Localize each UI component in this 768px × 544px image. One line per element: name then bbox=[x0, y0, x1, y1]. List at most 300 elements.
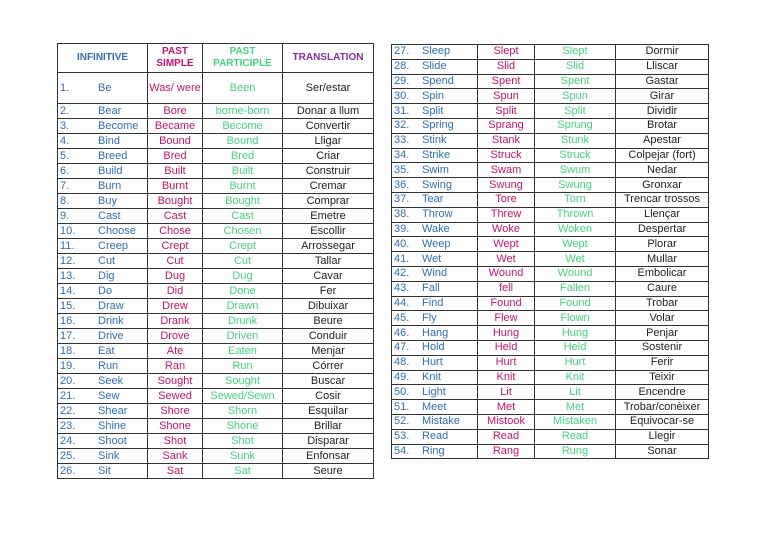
infinitive-text: Meet bbox=[422, 400, 447, 413]
translation-cell: Conduir bbox=[283, 329, 374, 344]
past-simple-cell: Flew bbox=[478, 311, 535, 326]
verb-row bbox=[392, 192, 709, 207]
infinitive-text: Build bbox=[98, 164, 123, 177]
past-simple-cell: Shone bbox=[148, 419, 203, 434]
row-number: 49. bbox=[394, 370, 410, 383]
infinitive-text: Fall bbox=[422, 282, 440, 295]
infinitive-cell bbox=[58, 194, 148, 209]
left-table-body bbox=[58, 73, 374, 479]
past-participle-cell: Slept bbox=[535, 45, 616, 60]
infinitive-text: Fly bbox=[422, 311, 437, 324]
translation-cell: Tallar bbox=[283, 254, 374, 269]
row-number: 19. bbox=[60, 359, 76, 372]
verb-row bbox=[392, 355, 709, 370]
past-participle-cell: Fallen bbox=[535, 281, 616, 296]
translation-cell: Cavar bbox=[283, 269, 374, 284]
verb-row bbox=[58, 464, 374, 479]
infinitive-cell bbox=[392, 311, 478, 326]
header-past-participle: PAST PARTICIPLE bbox=[203, 44, 283, 73]
past-simple-cell: Lit bbox=[478, 385, 535, 400]
verb-row bbox=[392, 400, 709, 415]
infinitive-cell bbox=[58, 299, 148, 314]
translation-cell: Brillar bbox=[283, 419, 374, 434]
row-number: 18. bbox=[60, 344, 76, 357]
row-number: 22. bbox=[60, 404, 76, 417]
translation-cell: Trobar/conèixer bbox=[616, 400, 709, 415]
verb-row bbox=[58, 194, 374, 209]
past-simple-cell: Burnt bbox=[148, 179, 203, 194]
infinitive-text: Split bbox=[422, 104, 444, 117]
infinitive-cell bbox=[58, 419, 148, 434]
infinitive-text: Choose bbox=[98, 224, 136, 237]
infinitive-text: Shoot bbox=[98, 434, 127, 447]
infinitive-cell bbox=[392, 252, 478, 267]
past-participle-cell: Drawn bbox=[203, 299, 283, 314]
verb-row bbox=[392, 118, 709, 133]
past-simple-cell: Tore bbox=[478, 192, 535, 207]
verb-row bbox=[392, 296, 709, 311]
verb-row bbox=[392, 370, 709, 385]
infinitive-cell bbox=[58, 269, 148, 284]
infinitive-text: Eat bbox=[98, 344, 115, 357]
infinitive-text: Seek bbox=[98, 374, 124, 387]
past-participle-cell: Hung bbox=[535, 326, 616, 341]
verb-row bbox=[58, 374, 374, 389]
past-simple-cell: Drove bbox=[148, 329, 203, 344]
row-number: 29. bbox=[394, 74, 410, 87]
row-number: 36. bbox=[394, 178, 410, 191]
infinitive-cell bbox=[58, 434, 148, 449]
infinitive-cell bbox=[392, 178, 478, 193]
past-simple-cell: Sewed bbox=[148, 389, 203, 404]
past-participle-cell: Met bbox=[535, 400, 616, 415]
past-simple-cell: fell bbox=[478, 281, 535, 296]
past-participle-cell: Found bbox=[535, 296, 616, 311]
infinitive-text: Strike bbox=[422, 148, 451, 161]
infinitive-text: Throw bbox=[422, 208, 453, 221]
verb-row bbox=[58, 254, 374, 269]
right-table-body bbox=[392, 45, 709, 459]
past-participle-cell: Shorn bbox=[203, 404, 283, 419]
verb-row bbox=[58, 73, 374, 104]
past-simple-cell: Rang bbox=[478, 444, 535, 459]
infinitive-cell bbox=[392, 148, 478, 163]
translation-cell: Cosir bbox=[283, 389, 374, 404]
infinitive-text: Hurt bbox=[422, 356, 443, 369]
infinitive-text: Spin bbox=[422, 89, 445, 102]
past-participle-cell: Swum bbox=[535, 163, 616, 178]
infinitive-text: Wind bbox=[422, 267, 448, 280]
translation-cell: Córrer bbox=[283, 359, 374, 374]
past-simple-cell: Hung bbox=[478, 326, 535, 341]
verb-row bbox=[58, 119, 374, 134]
infinitive-cell bbox=[58, 119, 148, 134]
infinitive-cell bbox=[392, 370, 478, 385]
infinitive-cell bbox=[58, 254, 148, 269]
past-simple-cell: Bore bbox=[148, 104, 203, 119]
verb-row bbox=[392, 222, 709, 237]
row-number: 9. bbox=[60, 209, 70, 222]
past-participle-cell: Done bbox=[203, 284, 283, 299]
past-simple-cell: Was/ were bbox=[148, 73, 203, 104]
past-simple-cell: Mistook bbox=[478, 414, 535, 429]
row-number: 10. bbox=[60, 224, 76, 237]
past-simple-cell: Woke bbox=[478, 222, 535, 237]
past-simple-cell: Bound bbox=[148, 134, 203, 149]
infinitive-text: Burn bbox=[98, 179, 122, 192]
past-participle-cell: Drunk bbox=[203, 314, 283, 329]
verb-row bbox=[392, 414, 709, 429]
past-simple-cell: Met bbox=[478, 400, 535, 415]
translation-cell: Gronxar bbox=[616, 178, 709, 193]
verb-row bbox=[58, 179, 374, 194]
infinitive-cell bbox=[392, 429, 478, 444]
past-simple-cell: Sought bbox=[148, 374, 203, 389]
past-simple-cell: Dug bbox=[148, 269, 203, 284]
past-participle-cell: Dug bbox=[203, 269, 283, 284]
infinitive-text: Hold bbox=[422, 341, 445, 354]
infinitive-cell bbox=[392, 118, 478, 133]
infinitive-text: Shear bbox=[98, 404, 128, 417]
past-simple-cell: Wept bbox=[478, 237, 535, 252]
infinitive-text: Creep bbox=[98, 239, 128, 252]
row-number: 13. bbox=[60, 269, 76, 282]
row-number: 11. bbox=[60, 239, 75, 252]
past-participle-cell: Swung bbox=[535, 178, 616, 193]
infinitive-text: Dig bbox=[98, 269, 115, 282]
past-simple-cell: Threw bbox=[478, 207, 535, 222]
translation-cell: Llegir bbox=[616, 429, 709, 444]
infinitive-cell bbox=[58, 149, 148, 164]
translation-cell: Embolicar bbox=[616, 266, 709, 281]
row-number: 12. bbox=[60, 254, 76, 267]
past-simple-cell: Read bbox=[478, 429, 535, 444]
past-participle-cell: Bought bbox=[203, 194, 283, 209]
verb-row bbox=[392, 340, 709, 355]
past-simple-cell: Wet bbox=[478, 252, 535, 267]
infinitive-text: Bear bbox=[98, 104, 122, 117]
past-participle-cell: Sprung bbox=[535, 118, 616, 133]
row-number: 1. bbox=[60, 81, 70, 94]
infinitive-text: Shine bbox=[98, 419, 127, 432]
infinitive-text: Light bbox=[422, 385, 446, 398]
infinitive-cell bbox=[58, 164, 148, 179]
translation-cell: Encendre bbox=[616, 385, 709, 400]
verb-row bbox=[58, 449, 374, 464]
infinitive-cell bbox=[392, 163, 478, 178]
infinitive-text: Bind bbox=[98, 134, 121, 147]
row-number: 52. bbox=[394, 415, 410, 428]
row-number: 32. bbox=[394, 119, 410, 132]
row-number: 14. bbox=[60, 284, 76, 297]
infinitive-cell bbox=[392, 296, 478, 311]
translation-cell: Dibuixar bbox=[283, 299, 374, 314]
row-number: 40. bbox=[394, 237, 410, 250]
infinitive-cell bbox=[58, 374, 148, 389]
row-number: 41. bbox=[394, 252, 410, 265]
verb-row bbox=[392, 104, 709, 119]
past-participle-cell: Torn bbox=[535, 192, 616, 207]
past-participle-cell: Shot bbox=[203, 434, 283, 449]
translation-cell: Menjar bbox=[283, 344, 374, 359]
past-participle-cell: Sought bbox=[203, 374, 283, 389]
row-number: 20. bbox=[60, 374, 76, 387]
row-number: 46. bbox=[394, 326, 410, 339]
verb-row bbox=[392, 444, 709, 459]
header-infinitive: INFINITIVE bbox=[58, 44, 148, 73]
past-participle-cell: Lit bbox=[535, 385, 616, 400]
infinitive-cell bbox=[392, 444, 478, 459]
verb-row bbox=[58, 164, 374, 179]
infinitive-text: Swing bbox=[422, 178, 452, 191]
past-participle-cell: Burnt bbox=[203, 179, 283, 194]
infinitive-cell bbox=[58, 224, 148, 239]
infinitive-text: Read bbox=[422, 430, 449, 443]
past-participle-cell: Bred bbox=[203, 149, 283, 164]
infinitive-cell bbox=[58, 389, 148, 404]
infinitive-cell bbox=[58, 284, 148, 299]
row-number: 28. bbox=[394, 60, 410, 73]
translation-cell: Equivocar-se bbox=[616, 414, 709, 429]
row-number: 45. bbox=[394, 311, 410, 324]
infinitive-cell bbox=[392, 414, 478, 429]
translation-cell: Construir bbox=[283, 164, 374, 179]
translation-cell: Fer bbox=[283, 284, 374, 299]
past-participle-cell: Wound bbox=[535, 266, 616, 281]
past-participle-cell: Rung bbox=[535, 444, 616, 459]
past-participle-cell: Slid bbox=[535, 59, 616, 74]
past-simple-cell: Spent bbox=[478, 74, 535, 89]
past-participle-cell: Thrown bbox=[535, 207, 616, 222]
infinitive-cell bbox=[392, 192, 478, 207]
past-simple-cell: Ran bbox=[148, 359, 203, 374]
infinitive-text: Sleep bbox=[422, 45, 451, 58]
row-number: 44. bbox=[394, 296, 410, 309]
past-participle-cell: Crept bbox=[203, 239, 283, 254]
infinitive-cell bbox=[58, 239, 148, 254]
past-participle-cell: Struck bbox=[535, 148, 616, 163]
infinitive-text: Tear bbox=[422, 193, 444, 206]
row-number: 15. bbox=[60, 299, 76, 312]
row-number: 35. bbox=[394, 163, 410, 176]
verbs-table-right bbox=[391, 44, 709, 459]
translation-cell: Seure bbox=[283, 464, 374, 479]
past-simple-cell: Slid bbox=[478, 59, 535, 74]
infinitive-text: Do bbox=[98, 284, 113, 297]
verb-row bbox=[58, 269, 374, 284]
infinitive-cell bbox=[392, 326, 478, 341]
infinitive-cell bbox=[58, 314, 148, 329]
past-simple-cell: Built bbox=[148, 164, 203, 179]
infinitive-text: Run bbox=[98, 359, 119, 372]
infinitive-text: Drink bbox=[98, 314, 124, 327]
translation-cell: Girar bbox=[616, 89, 709, 104]
infinitive-text: Sit bbox=[98, 464, 111, 477]
translation-cell: Caure bbox=[616, 281, 709, 296]
infinitive-cell bbox=[58, 104, 148, 119]
translation-cell: Buscar bbox=[283, 374, 374, 389]
translation-cell: Llençar bbox=[616, 207, 709, 222]
verb-row bbox=[392, 311, 709, 326]
past-participle-cell: Been bbox=[203, 73, 283, 104]
translation-cell: Colpejar (fort) bbox=[616, 148, 709, 163]
row-number: 6. bbox=[60, 164, 70, 177]
past-simple-cell: Spun bbox=[478, 89, 535, 104]
translation-cell: Beure bbox=[283, 314, 374, 329]
verb-row bbox=[392, 252, 709, 267]
verb-row bbox=[392, 133, 709, 148]
row-number: 53. bbox=[394, 430, 410, 443]
past-simple-cell: Drank bbox=[148, 314, 203, 329]
row-number: 3. bbox=[60, 119, 70, 132]
past-simple-cell: Ate bbox=[148, 344, 203, 359]
infinitive-text: Stink bbox=[422, 134, 447, 147]
translation-cell: Mullar bbox=[616, 252, 709, 267]
row-number: 48. bbox=[394, 356, 410, 369]
past-simple-cell: Shore bbox=[148, 404, 203, 419]
infinitive-text: Spend bbox=[422, 74, 454, 87]
row-number: 4. bbox=[60, 134, 70, 147]
infinitive-text: Be bbox=[98, 81, 112, 94]
infinitive-cell bbox=[392, 133, 478, 148]
verb-row bbox=[392, 163, 709, 178]
past-simple-cell: Cut bbox=[148, 254, 203, 269]
row-number: 38. bbox=[394, 208, 410, 221]
past-participle-cell: Sewed/Sewn bbox=[203, 389, 283, 404]
infinitive-text: Cut bbox=[98, 254, 116, 267]
translation-cell: Arrossegar bbox=[283, 239, 374, 254]
past-participle-cell: Sunk bbox=[203, 449, 283, 464]
row-number: 51. bbox=[394, 400, 410, 413]
verb-row bbox=[392, 74, 709, 89]
row-number: 47. bbox=[394, 341, 410, 354]
verb-row bbox=[392, 59, 709, 74]
past-participle-cell: Eaten bbox=[203, 344, 283, 359]
verb-row bbox=[392, 237, 709, 252]
past-simple-cell: Shot bbox=[148, 434, 203, 449]
infinitive-cell bbox=[392, 89, 478, 104]
past-simple-cell: Crept bbox=[148, 239, 203, 254]
past-simple-cell: Slept bbox=[478, 45, 535, 60]
past-simple-cell: Became bbox=[148, 119, 203, 134]
past-participle-cell: Cut bbox=[203, 254, 283, 269]
infinitive-text: Breed bbox=[98, 149, 128, 162]
row-number: 30. bbox=[394, 89, 410, 102]
infinitive-text: Sink bbox=[98, 449, 120, 462]
past-simple-cell: Knit bbox=[478, 370, 535, 385]
past-participle-cell: Hurt bbox=[535, 355, 616, 370]
infinitive-cell bbox=[58, 464, 148, 479]
infinitive-text: Wet bbox=[422, 252, 442, 265]
infinitive-text: Become bbox=[98, 119, 139, 132]
row-number: 50. bbox=[394, 385, 410, 398]
verb-row bbox=[392, 429, 709, 444]
translation-cell: Dormir bbox=[616, 45, 709, 60]
row-number: 17. bbox=[60, 329, 76, 342]
verb-row bbox=[58, 314, 374, 329]
past-participle-cell: Driven bbox=[203, 329, 283, 344]
row-number: 43. bbox=[394, 282, 410, 295]
past-simple-cell: Cast bbox=[148, 209, 203, 224]
past-participle-cell: Bound bbox=[203, 134, 283, 149]
past-participle-cell: Wet bbox=[535, 252, 616, 267]
infinitive-cell bbox=[392, 104, 478, 119]
translation-cell: Donar a llum bbox=[283, 104, 374, 119]
past-simple-cell: Wound bbox=[478, 266, 535, 281]
row-number: 25. bbox=[60, 449, 76, 462]
verb-row bbox=[58, 209, 374, 224]
past-participle-cell: Split bbox=[535, 104, 616, 119]
verb-row bbox=[58, 329, 374, 344]
past-participle-cell: Read bbox=[535, 429, 616, 444]
translation-cell: Sonar bbox=[616, 444, 709, 459]
translation-cell: Sostenir bbox=[616, 340, 709, 355]
translation-cell: Penjar bbox=[616, 326, 709, 341]
infinitive-cell bbox=[58, 359, 148, 374]
translation-cell: Teixir bbox=[616, 370, 709, 385]
infinitive-text: Sew bbox=[98, 389, 120, 402]
translation-cell: Plorar bbox=[616, 237, 709, 252]
verb-row bbox=[58, 359, 374, 374]
verb-row bbox=[392, 178, 709, 193]
infinitive-text: Wake bbox=[422, 222, 450, 235]
verb-row bbox=[58, 389, 374, 404]
infinitive-text: Cast bbox=[98, 209, 121, 222]
row-number: 39. bbox=[394, 222, 410, 235]
past-participle-cell: Become bbox=[203, 119, 283, 134]
translation-cell: Lligar bbox=[283, 134, 374, 149]
past-simple-cell: Split bbox=[478, 104, 535, 119]
past-participle-cell: Sat bbox=[203, 464, 283, 479]
row-number: 24. bbox=[60, 434, 76, 447]
translation-cell: Convertir bbox=[283, 119, 374, 134]
translation-cell: Esquilar bbox=[283, 404, 374, 419]
translation-cell: Lliscar bbox=[616, 59, 709, 74]
past-participle-cell: Shone bbox=[203, 419, 283, 434]
infinitive-cell bbox=[392, 74, 478, 89]
infinitive-text: Hang bbox=[422, 326, 449, 339]
infinitive-cell bbox=[392, 266, 478, 281]
infinitive-text: Spring bbox=[422, 119, 454, 132]
infinitive-cell bbox=[58, 179, 148, 194]
past-participle-cell: Built bbox=[203, 164, 283, 179]
row-number: 23. bbox=[60, 419, 76, 432]
past-simple-cell: Swung bbox=[478, 178, 535, 193]
infinitive-cell bbox=[58, 344, 148, 359]
verb-row bbox=[58, 434, 374, 449]
past-participle-cell: Woken bbox=[535, 222, 616, 237]
header-translation: TRANSLATION bbox=[283, 44, 374, 73]
past-simple-cell: Found bbox=[478, 296, 535, 311]
past-participle-cell: borne-born bbox=[203, 104, 283, 119]
infinitive-cell bbox=[58, 449, 148, 464]
infinitive-text: Draw bbox=[98, 299, 124, 312]
verb-row bbox=[392, 89, 709, 104]
row-number: 54. bbox=[394, 444, 410, 457]
past-participle-cell: Wept bbox=[535, 237, 616, 252]
translation-cell: Ser/estar bbox=[283, 73, 374, 104]
past-simple-cell: Did bbox=[148, 284, 203, 299]
infinitive-text: Drive bbox=[98, 329, 124, 342]
translation-cell: Comprar bbox=[283, 194, 374, 209]
translation-cell: Gastar bbox=[616, 74, 709, 89]
infinitive-cell bbox=[392, 237, 478, 252]
row-number: 16. bbox=[60, 314, 76, 327]
past-simple-cell: Bred bbox=[148, 149, 203, 164]
translation-cell: Dividir bbox=[616, 104, 709, 119]
infinitive-text: Swim bbox=[422, 163, 449, 176]
verb-row bbox=[392, 326, 709, 341]
